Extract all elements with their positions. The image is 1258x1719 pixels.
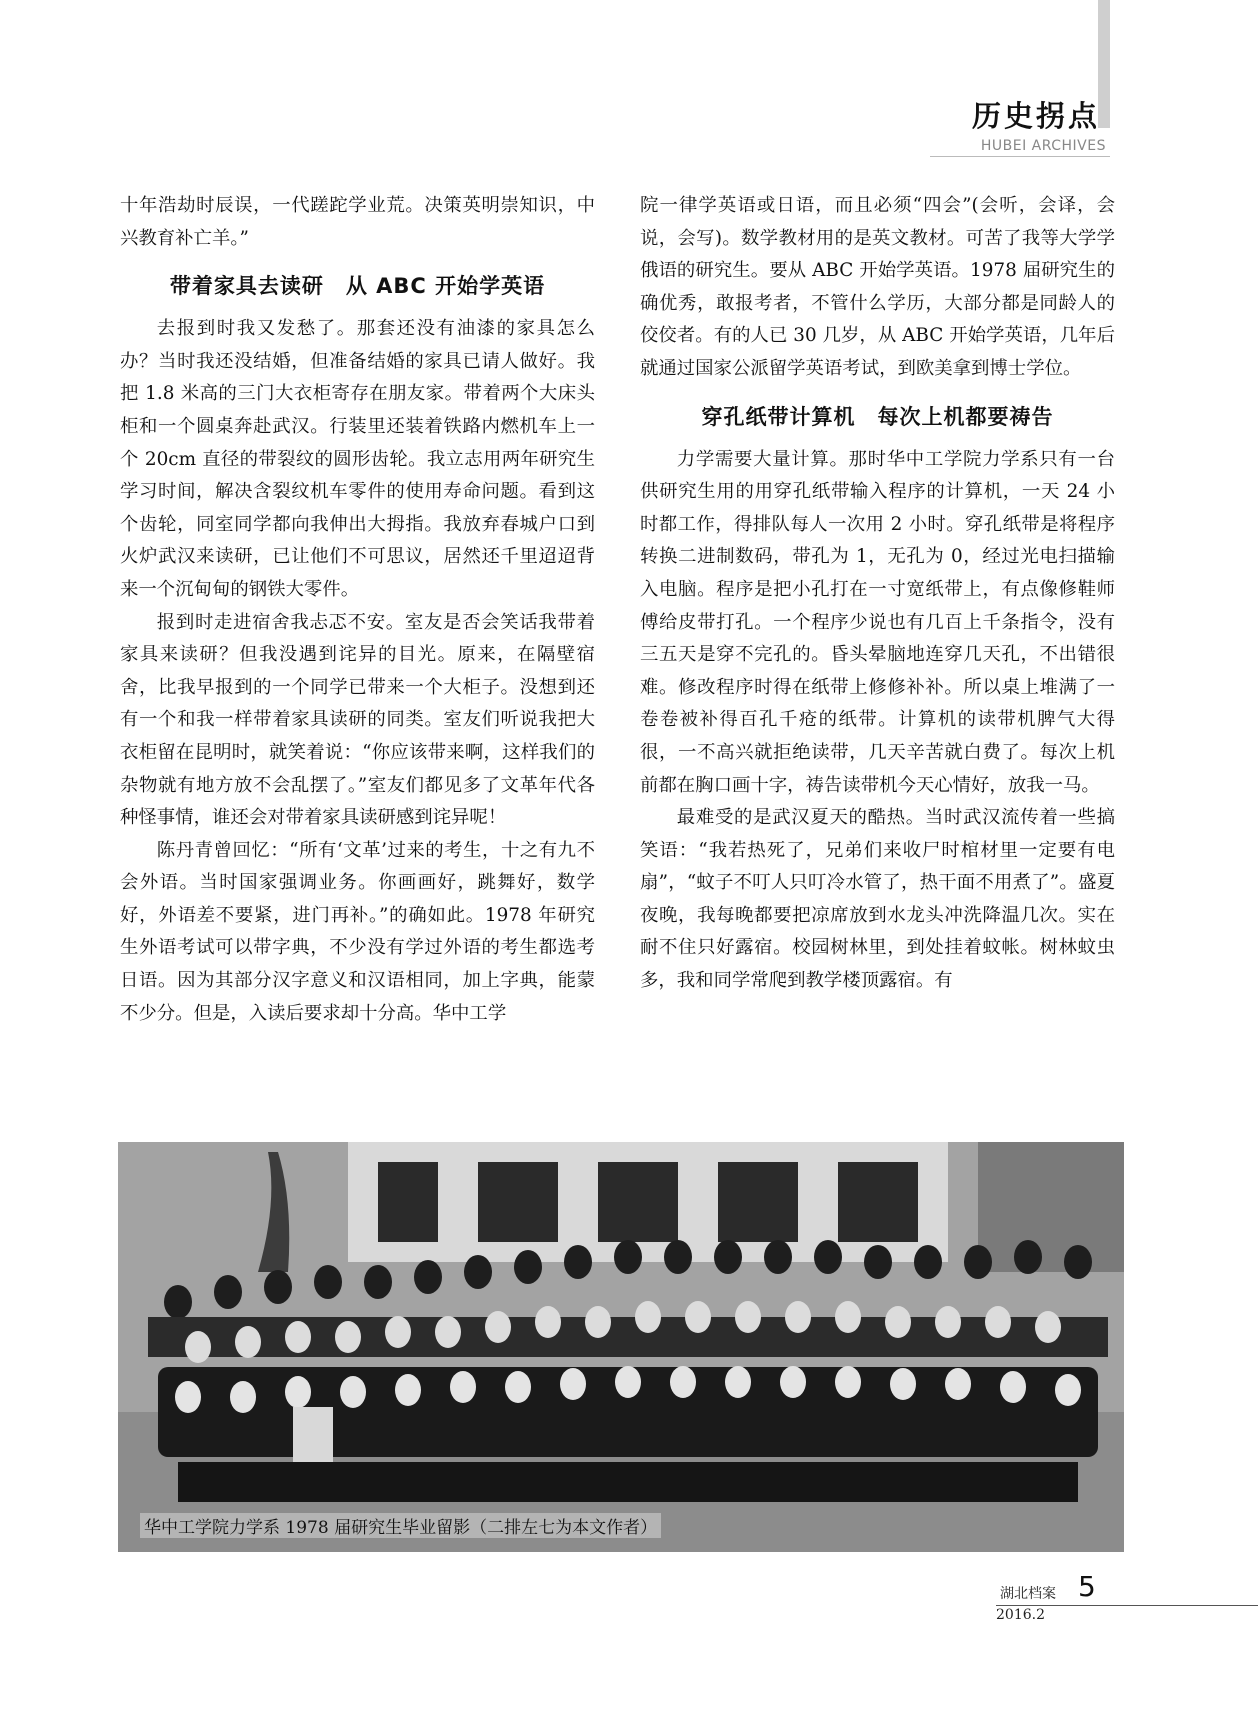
page-number: 5 bbox=[1078, 1570, 1096, 1603]
subheading-computer: 穿孔纸带计算机 每次上机都要祷告 bbox=[701, 404, 1054, 429]
paragraph: 报到时走进宿舍我忐忑不安。室友是否会笑话我带着家具来读研？但我没遇到诧异的目光。原来，在隔壁宿舍，比我早报到的一个同学已带来一个大柜子。没想到还有一个和我一样带着家具读研的同类。室友们听说我把大衣柜留在昆明时，就笑着说：“你应该带来啊，这样我们的杂物就有地方放不会乱摆了。”室友们都见多了文革年代各种怪事情，谁还会对带着家具读研感到诧异呢！ bbox=[120, 611, 595, 829]
subheading-furniture: 带着家具去读研 从 ABC 开始学英语 bbox=[169, 274, 546, 299]
paragraph: 力学需要大量计算。那时华中工学院力学系只有一台供研究生用的用穿孔纸带输入程序的计算机，一天 24 小时都工作，得排队每人一次用 2 小时。穿孔纸带是将程序转换二进制数码，带孔为 1，无孔为 0，经过光电扫描输入电脑。程序是把小孔打在一寸宽纸带上，有点像修鞋师傅给皮带打孔。一个程序少说也有几百上千条指令，没有三五天是穿不完孔的。昏头晕脑地连穿几天孔，不出错很难。修改程序时得在纸带上修修补补。所以桌上堆满了一卷卷被补得百孔千疮的纸带。计算机的读带机脾气大得很，一不高兴就拒绝读带，几天辛苦就白费了。每次上机前都在胸口画十字，祷告读带机今天心情好，放我一马。 bbox=[640, 448, 1115, 796]
right-column bbox=[640, 190, 1115, 998]
left-column bbox=[120, 190, 595, 1030]
paragraph: 去报到时我又发愁了。那套还没有油漆的家具怎么办？当时我还没结婚，但准备结婚的家具已请人做好。我把 1.8 米高的三门大衣柜寄存在朋友家。带着两个大床头柜和一个圆桌奔赴武汉。行装里还装着铁路内燃机车上一个 20cm 直径的带裂纹的圆形齿轮。我立志用两年研究生学习时间，解决含裂纹机车零件的使用寿命问题。看到这个齿轮，同室同学都向我伸出大拇指。我放弃春城户口到火炉武汉来读研，已让他们不可思议，居然还千里迢迢背来一个沉甸甸的钢铁大零件。 bbox=[120, 318, 595, 600]
paragraph: 最难受的是武汉夏天的酷热。当时武汉流传着一些搞笑语：“我若热死了，兄弟们来收尸时棺材里一定要有电扇”，“蚊子不叮人只叮冷水管了，热干面不用煮了”。盛夏夜晚，我每晚都要把凉席放到水龙头冲洗降温几次。实在耐不住只好露宿。校园树林里，到处挂着蚊帐。树林蚊虫多，我和同学常爬到教学楼顶露宿。有 bbox=[640, 807, 1115, 992]
paragraph: 陈丹青曾回忆：“所有‘文革’过来的考生，十之有九不会外语。当时国家强调业务。你画画好，跳舞好，数学好，外语差不要紧，进门再补。”的确如此。1978 年研究生外语考试可以带字典，不少没有学过外语的考生都选考日语。因为其部分汉字意义和汉语相同，加上字典，能蒙不少分。但是，入读后要求却十分高。华中工学 bbox=[120, 839, 595, 1024]
paragraph: 院一律学英语或日语，而且必须“四会”(会听，会译，会说，会写)。数学教材用的是英文教材。可苦了我等大学学俄语的研究生。要从 ABC 开始学英语。1978 届研究生的确优秀，敢报考者，不管什么学历，大部分都是同龄人的佼佼者。有的人已 30 几岁，从 ABC 开始学英语，几年后就通过国家公派留学英语考试，到欧美拿到博士学位。 bbox=[640, 195, 1115, 379]
section-subtitle: HUBEI ARCHIVES bbox=[980, 138, 1106, 154]
photo-caption: 华中工学院力学系 1978 届研究生毕业留影（二排左七为本文作者） bbox=[140, 1513, 661, 1538]
magazine-name: 湖北档案 bbox=[1000, 1586, 1056, 1602]
group-photo-illustration bbox=[118, 1142, 1124, 1552]
issue-date: 2016.2 bbox=[996, 1607, 1045, 1623]
header-rule bbox=[930, 156, 1110, 157]
footer-rule bbox=[996, 1605, 1258, 1606]
poem-ending: 十年浩劫时辰误，一代蹉跎学业荒。决策英明崇知识，中兴教育补亡羊。” bbox=[120, 195, 595, 249]
section-title: 历史拐点 bbox=[971, 99, 1100, 133]
group-photo bbox=[118, 1142, 1124, 1552]
